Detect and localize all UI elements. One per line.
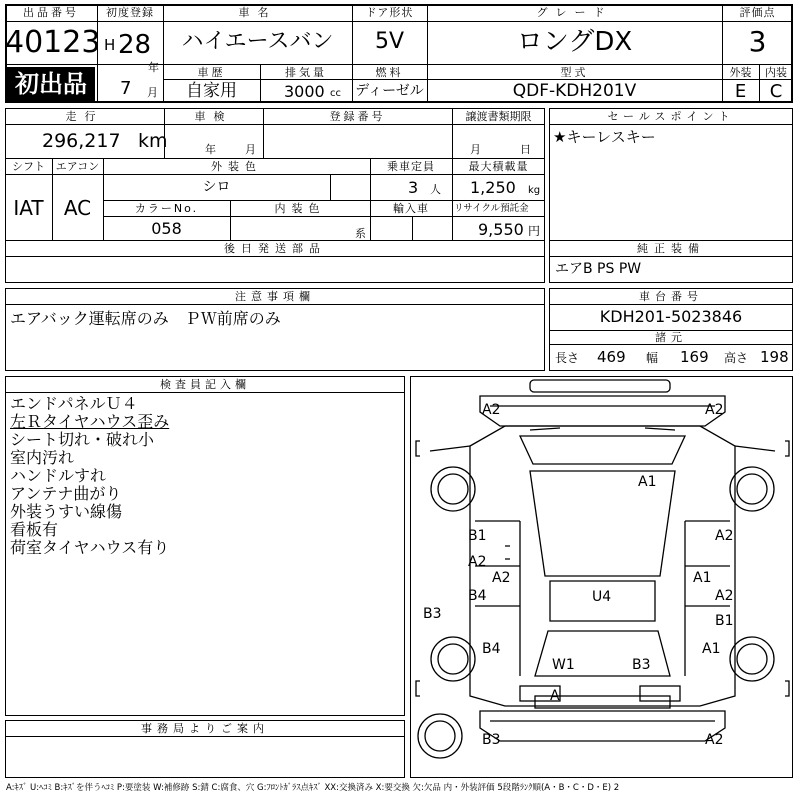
history: 自家用	[186, 81, 237, 101]
damage-mark: A1	[638, 474, 657, 490]
damage-mark: A2	[715, 588, 734, 604]
inspector-note: ハンドルすれ	[10, 466, 107, 485]
width: 169	[680, 348, 709, 366]
colorno: 058	[151, 219, 182, 238]
car-name-label: 車名	[238, 6, 277, 19]
lot-number: 40123	[5, 25, 101, 60]
fuel-label: 燃料	[375, 66, 404, 79]
damage-mark: B3	[423, 606, 442, 622]
lot-label: 出品番号	[23, 6, 79, 19]
door-label: ドア形状	[365, 6, 414, 19]
inspector-note: 看板有	[10, 520, 59, 539]
recycle-label: リサイクル預託金	[454, 203, 529, 214]
int-label: 内装	[765, 66, 787, 79]
first-listing-badge: 初出品	[7, 67, 95, 101]
fuel: ディーゼル	[355, 83, 424, 99]
load-unit: kg	[528, 185, 541, 196]
inspector-note: エンドパネルＵ４	[10, 394, 138, 413]
damage-mark: A2	[482, 402, 501, 418]
damage-mark: A2	[705, 402, 724, 418]
displacement: 3000	[284, 82, 325, 101]
car-diagram	[410, 376, 793, 778]
load-label: 最大積載量	[468, 160, 529, 173]
model: QDF-KDH201V	[512, 81, 637, 101]
capacity-label: 乗車定員	[387, 160, 435, 173]
shift: IAT	[13, 196, 44, 220]
int-grade: C	[769, 81, 783, 102]
damage-mark: B3	[482, 732, 501, 748]
shift-label: シフト	[12, 160, 45, 173]
caution-text: エアバック運転席のみ ＰＷ前席のみ	[10, 309, 281, 328]
import-label: 輸入車	[393, 202, 429, 215]
length-label: 長さ	[555, 351, 580, 365]
height-label: 高さ	[724, 351, 749, 365]
interior-unit: 系	[355, 227, 366, 240]
interior-label: 内装色	[274, 202, 326, 215]
damage-mark: A1	[702, 641, 721, 657]
inspector-note: 荷室タイヤハウス有り	[10, 538, 170, 557]
damage-mark: U4	[592, 589, 612, 605]
displacement-label: 排気量	[285, 66, 327, 79]
color-label: 外装色	[211, 160, 262, 173]
sales-label: セールスポイント	[607, 110, 735, 123]
door: 5V	[374, 29, 405, 54]
damage-mark: B1	[468, 528, 487, 544]
reg-month: 7	[120, 78, 132, 99]
load: 1,250	[470, 178, 516, 197]
inspection-year: 年	[205, 143, 216, 156]
damage-mark: B4	[468, 588, 487, 604]
sales-point: ★キーレスキー	[553, 128, 656, 146]
height: 198	[760, 348, 789, 366]
inspector-note: シート切れ・破れ小	[10, 430, 155, 449]
plate-label: 登録番号	[329, 110, 386, 123]
damage-mark: W1	[552, 657, 575, 673]
transfer-day: 日	[520, 143, 531, 156]
inspector-note: 室内汚れ	[10, 448, 75, 467]
ext-label: 外装	[729, 66, 752, 79]
damage-mark: A1	[693, 570, 712, 586]
length: 469	[597, 348, 626, 366]
chassis-label: 車台番号	[639, 290, 703, 303]
inspector-label: 検査員記入欄	[160, 378, 250, 391]
mileage-unit: km	[138, 130, 168, 152]
recycle-unit: 円	[528, 224, 541, 238]
inspection-label: 車検	[194, 110, 233, 123]
capacity: 3	[408, 178, 419, 197]
equipment: エアB PS PW	[555, 261, 642, 277]
era: H	[104, 36, 116, 54]
inspector-note: 左Ｒタイヤハウス歪み	[10, 412, 170, 431]
ac: AC	[63, 196, 92, 220]
office-label: 事務局よりご案内	[141, 722, 269, 735]
chassis-number: KDH201-5023846	[599, 307, 743, 326]
damage-mark: A2	[492, 570, 511, 586]
car-name: ハイエースバン	[181, 29, 334, 54]
inspection-month: 月	[245, 143, 256, 156]
inspector-note: アンテナ曲がり	[10, 484, 122, 503]
damage-mark: A2	[468, 554, 487, 570]
inspector-notes	[10, 395, 169, 557]
reg-month-unit: 月	[147, 86, 158, 99]
reg-label: 初度登録	[106, 6, 154, 19]
specs-label: 諸元	[655, 331, 687, 344]
color: シロ	[202, 179, 231, 195]
recycle: 9,550	[478, 220, 524, 239]
equip-label: 純正装備	[637, 242, 705, 255]
ac-label: エアコン	[55, 160, 100, 173]
mileage-label: 走行	[65, 110, 104, 123]
model-label: 型式	[560, 66, 589, 79]
damage-mark: A2	[705, 732, 724, 748]
inspector-note: 外装うすい線傷	[10, 502, 123, 521]
grade: ロングDX	[516, 27, 633, 57]
damage-mark: A	[550, 688, 560, 704]
legend: A:ｷｽﾞ U:ﾍｺﾐ B:ｷｽﾞを伴うﾍｺﾐ P:要塗装 W:補修跡 S:錆 C:腐食、穴 G:ﾌﾛﾝﾄｶﾞﾗｽ点ｷｽﾞ XX:交換済み X:要交換 欠:欠品 内・外装評価 5段階ﾗﾝｸ順(A・B・C・D・E) 2	[6, 783, 620, 793]
capacity-unit: 人	[430, 183, 441, 196]
score-label: 評価点	[739, 6, 776, 19]
ext-grade: E	[734, 81, 747, 102]
damage-mark: B3	[632, 657, 651, 673]
reg-year: 28	[118, 30, 152, 60]
score: 3	[748, 25, 767, 58]
width-label: 幅	[646, 351, 659, 365]
colorno-label: カラーNo.	[134, 202, 199, 215]
damage-mark: A2	[715, 528, 734, 544]
damage-mark: B4	[482, 641, 501, 657]
mileage: 296,217	[42, 130, 121, 152]
reg-year-unit: 年	[148, 61, 159, 74]
grade-label: グレード	[536, 6, 613, 19]
caution-label: 注意事項欄	[235, 290, 315, 303]
displacement-unit: cc	[330, 88, 341, 99]
later-parts-label: 後日発送部品	[224, 242, 326, 255]
transfer-label: 譲渡書類期限	[465, 110, 532, 123]
damage-mark: B1	[715, 613, 734, 629]
history-label: 車歴	[197, 66, 226, 79]
transfer-month: 月	[470, 143, 481, 156]
